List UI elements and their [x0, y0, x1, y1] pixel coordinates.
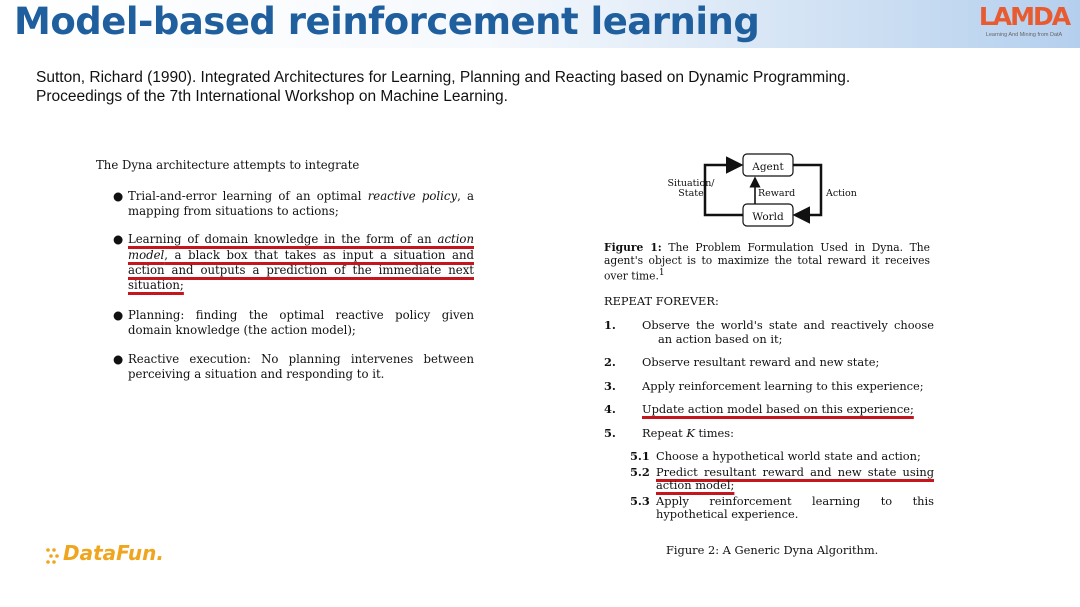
agent-label: Agent: [752, 161, 784, 173]
slide-title: Model-based reinforcement learning: [14, 0, 760, 43]
algorithm-step-4-highlighted: [604, 403, 934, 417]
step-text-post: times:: [694, 425, 734, 440]
bullet-text: Trial-and-error learning of an optimal: [128, 189, 368, 203]
bullet-dot-icon: ●: [113, 232, 124, 247]
action-label: Action: [826, 188, 857, 199]
step-text: [642, 427, 934, 441]
figure-1-footnote: 1: [658, 268, 665, 278]
bullet-dot-icon: ●: [113, 189, 124, 203]
lamda-logo-mark: LAMDA: [978, 2, 1070, 31]
bullet-dot-icon: ●: [113, 351, 124, 366]
bullet-action-model-highlighted: [96, 232, 474, 295]
bullet-text: Planning: finding the optimal reactive policy given domain knowledge (the action model);: [128, 308, 474, 338]
reward-label: Reward: [758, 188, 796, 199]
bullet-reactive-policy: [96, 189, 474, 219]
substep-number: 5.3: [630, 493, 650, 508]
slide-header: [0, 0, 1080, 48]
algorithm-substep-5-2-highlighted: [604, 466, 934, 493]
bullet-dot-icon: ●: [113, 308, 124, 323]
bullet-emphasis: reactive policy: [367, 189, 458, 203]
step-number: 4.: [604, 402, 616, 416]
algorithm-substep-5-3: [604, 495, 934, 522]
step-text: Apply reinforcement learning to this experience;: [642, 378, 924, 393]
bullet-text: Reactive execution: No planning intervenes between perceiving a situation and responding to it.: [128, 351, 474, 381]
citation-line-1: Sutton, Richard (1990). Integrated Architectures for Learning, Planning and Reacting based on Dynamic Programming.: [36, 69, 851, 86]
step-number: 5.: [604, 425, 616, 440]
step-text: Observe resultant reward and new state;: [642, 355, 880, 369]
algorithm-step-3: [604, 380, 934, 394]
lamda-logo-tagline: Learning And Mining from DatA: [985, 32, 1063, 38]
citation-line-2: Proceedings of the 7th International Workshop on Machine Learning.: [36, 88, 508, 105]
step-text-pre: Repeat: [642, 425, 687, 440]
citation: [36, 68, 1056, 106]
bullet-text: , a mapping from situations to actions;: [128, 189, 474, 219]
bullet-text: , a black box that takes as input a situation and action and outputs a prediction of the immediate next situation;: [128, 247, 474, 293]
substep-number: 5.2: [630, 464, 650, 479]
highlighted-text: Predict resultant reward and new state using action model;: [656, 464, 934, 492]
situation-label-line1: Situation/: [667, 178, 715, 189]
highlighted-text: Update action model based on this experience;: [642, 402, 914, 416]
step-number: 2.: [604, 355, 616, 369]
substep-text: Choose a hypothetical world state and action;: [656, 449, 921, 463]
algorithm-step-2: [604, 356, 934, 370]
state-arrow: [705, 165, 743, 215]
algorithm-step-5: [604, 427, 934, 441]
datafun-logo: [45, 541, 164, 571]
step-variable: K: [686, 425, 695, 440]
bullet-planning: [96, 308, 474, 338]
substep-text: Apply reinforcement learning to this hypothetical experience.: [656, 493, 934, 521]
figure-1-caption: [604, 241, 930, 283]
substep-number: 5.1: [630, 449, 650, 463]
agent-world-diagram: [655, 150, 945, 235]
bullet-emphasis: action model: [128, 232, 474, 262]
step-number: 1.: [604, 318, 616, 332]
lamda-logo: [978, 3, 1070, 43]
figure-1-text: The Problem Formulation Used in Dyna. The agent's object is to maximize the total reward it receives over time.: [604, 241, 930, 283]
world-label: World: [752, 211, 784, 223]
datafun-wordmark: DataFun.: [63, 541, 164, 565]
step-text: [642, 403, 934, 417]
step-number: 3.: [604, 378, 616, 393]
figure-2-caption: Figure 2: A Generic Dyna Algorithm.: [666, 543, 879, 557]
action-arrow: [793, 165, 821, 215]
algorithm-step-1: [604, 319, 934, 346]
highlighted-text: [128, 232, 474, 292]
dyna-algorithm: [604, 294, 934, 524]
datafun-dots-icon: [45, 546, 63, 566]
figure-1-label: Figure 1:: [604, 241, 662, 254]
excerpt-intro: The Dyna architecture attempts to integrate: [96, 158, 360, 172]
dyna-architecture-excerpt: [96, 158, 474, 395]
algorithm-header: REPEAT FOREVER:: [604, 294, 719, 308]
algorithm-substep-5-1: [604, 450, 934, 464]
bullet-reactive-execution: [96, 352, 474, 382]
situation-label-line2: State: [678, 188, 704, 199]
step-text: Observe the world's state and reactively choose an action based on it;: [642, 318, 934, 346]
bullet-text: Learning of domain knowledge in the form of an: [128, 232, 438, 247]
